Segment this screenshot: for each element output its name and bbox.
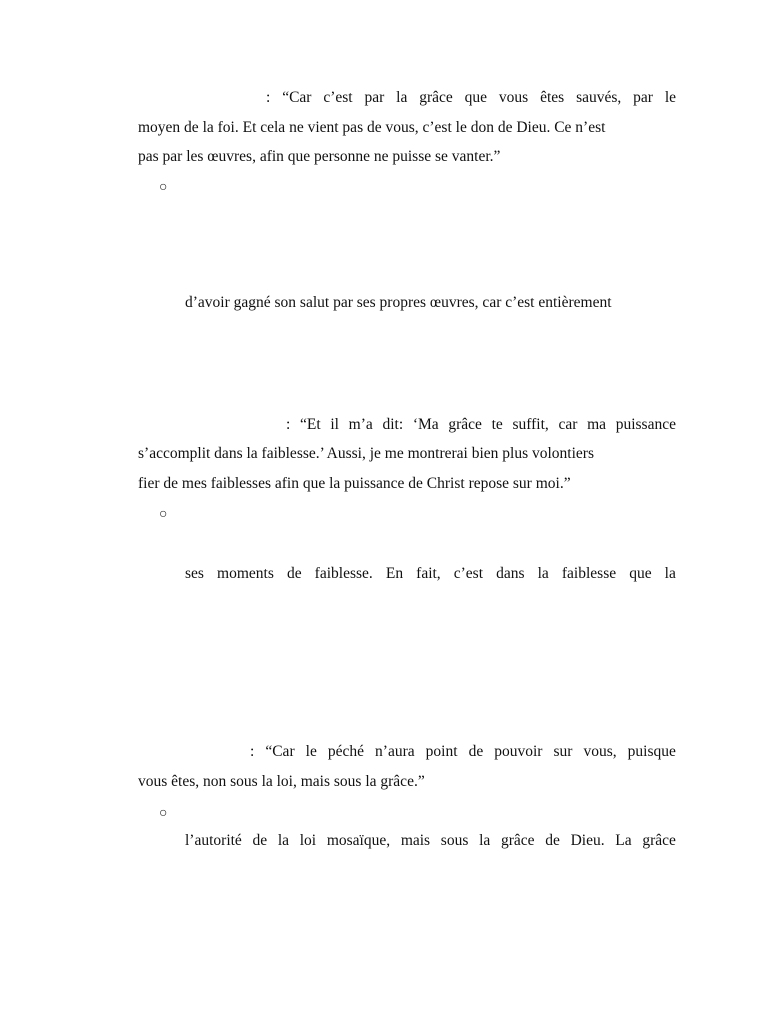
word: : (266, 89, 271, 106)
word: la (664, 565, 676, 582)
word: c’est (453, 565, 484, 582)
word: vous, (583, 743, 617, 760)
word: il (330, 416, 339, 433)
word: par (364, 89, 385, 106)
word: ‘Ma (412, 416, 439, 433)
word: faiblesse. (314, 565, 373, 582)
word: ma (587, 416, 607, 433)
word: En (385, 565, 404, 582)
verse-2-bullet: ○ (159, 507, 168, 522)
word: par (633, 89, 653, 106)
word: faiblesse (561, 565, 617, 582)
verse-1-line-1 (266, 88, 676, 108)
word: grâce (419, 89, 453, 106)
word: de (545, 832, 560, 849)
word: grâce (448, 416, 482, 433)
word: m’a (348, 416, 373, 433)
verse-3-bullet: ○ (159, 806, 168, 821)
word: grâce (642, 832, 676, 849)
word: moments (217, 565, 274, 582)
word: la (277, 832, 290, 849)
word: grâce (500, 832, 535, 849)
word: : (286, 416, 291, 433)
word: la (537, 565, 549, 582)
word: l’autorité (185, 832, 242, 849)
word: êtes (540, 89, 565, 106)
word: loi (299, 832, 317, 849)
word: puissance (615, 416, 676, 433)
word: le (305, 743, 317, 760)
word: la (396, 89, 408, 106)
word: ses (185, 565, 204, 582)
word: pouvoir (494, 743, 543, 760)
word: “Et (300, 416, 321, 433)
verse-3-line-1 (250, 742, 676, 762)
word: dans (496, 565, 525, 582)
word: de (286, 565, 302, 582)
word: de (252, 832, 268, 849)
word: “Car (282, 89, 312, 106)
word: n’aura (375, 743, 415, 760)
word: péché (327, 743, 364, 760)
word: dit: (382, 416, 404, 433)
verse-1-commentary: d’avoir gagné son salut par ses propres œuvres, car c’est entièrement (185, 294, 612, 311)
verse-1-line-3: pas par les œuvres, afin que personne ne puisse se vanter.” (138, 148, 501, 165)
word: mosaïque, (326, 832, 391, 849)
word: car (558, 416, 578, 433)
word: c’est (323, 89, 353, 106)
word: : (250, 743, 255, 760)
word: te (491, 416, 503, 433)
word: La (615, 832, 632, 849)
verse-2-line-1 (286, 415, 676, 435)
word: que (464, 89, 488, 106)
word: sur (553, 743, 573, 760)
verse-3-commentary (185, 831, 676, 851)
word: vous (498, 89, 529, 106)
word: Dieu. (570, 832, 605, 849)
verse-3-line-2: vous êtes, non sous la loi, mais sous la grâce.” (138, 773, 425, 790)
verse-2-commentary (185, 564, 676, 584)
word: le (664, 89, 676, 106)
verse-2-line-3: fier de mes faiblesses afin que la puissance de Christ repose sur moi.” (138, 475, 571, 492)
verse-2-line-2: s’accomplit dans la faiblesse.’ Aussi, je me montrerai bien plus volontiers (138, 445, 594, 462)
word: puisque (627, 743, 676, 760)
word: mais (400, 832, 431, 849)
word: suffit, (512, 416, 549, 433)
word: “Car (265, 743, 295, 760)
word: sauvés, (576, 89, 622, 106)
verse-1-bullet: ○ (159, 180, 168, 195)
word: que (629, 565, 652, 582)
word: fait, (416, 565, 441, 582)
word: sous (440, 832, 469, 849)
word: la (479, 832, 491, 849)
word: point (425, 743, 458, 760)
word: de (468, 743, 484, 760)
verse-1-line-2: moyen de la foi. Et cela ne vient pas de vous, c’est le don de Dieu. Ce n’est (138, 119, 606, 136)
